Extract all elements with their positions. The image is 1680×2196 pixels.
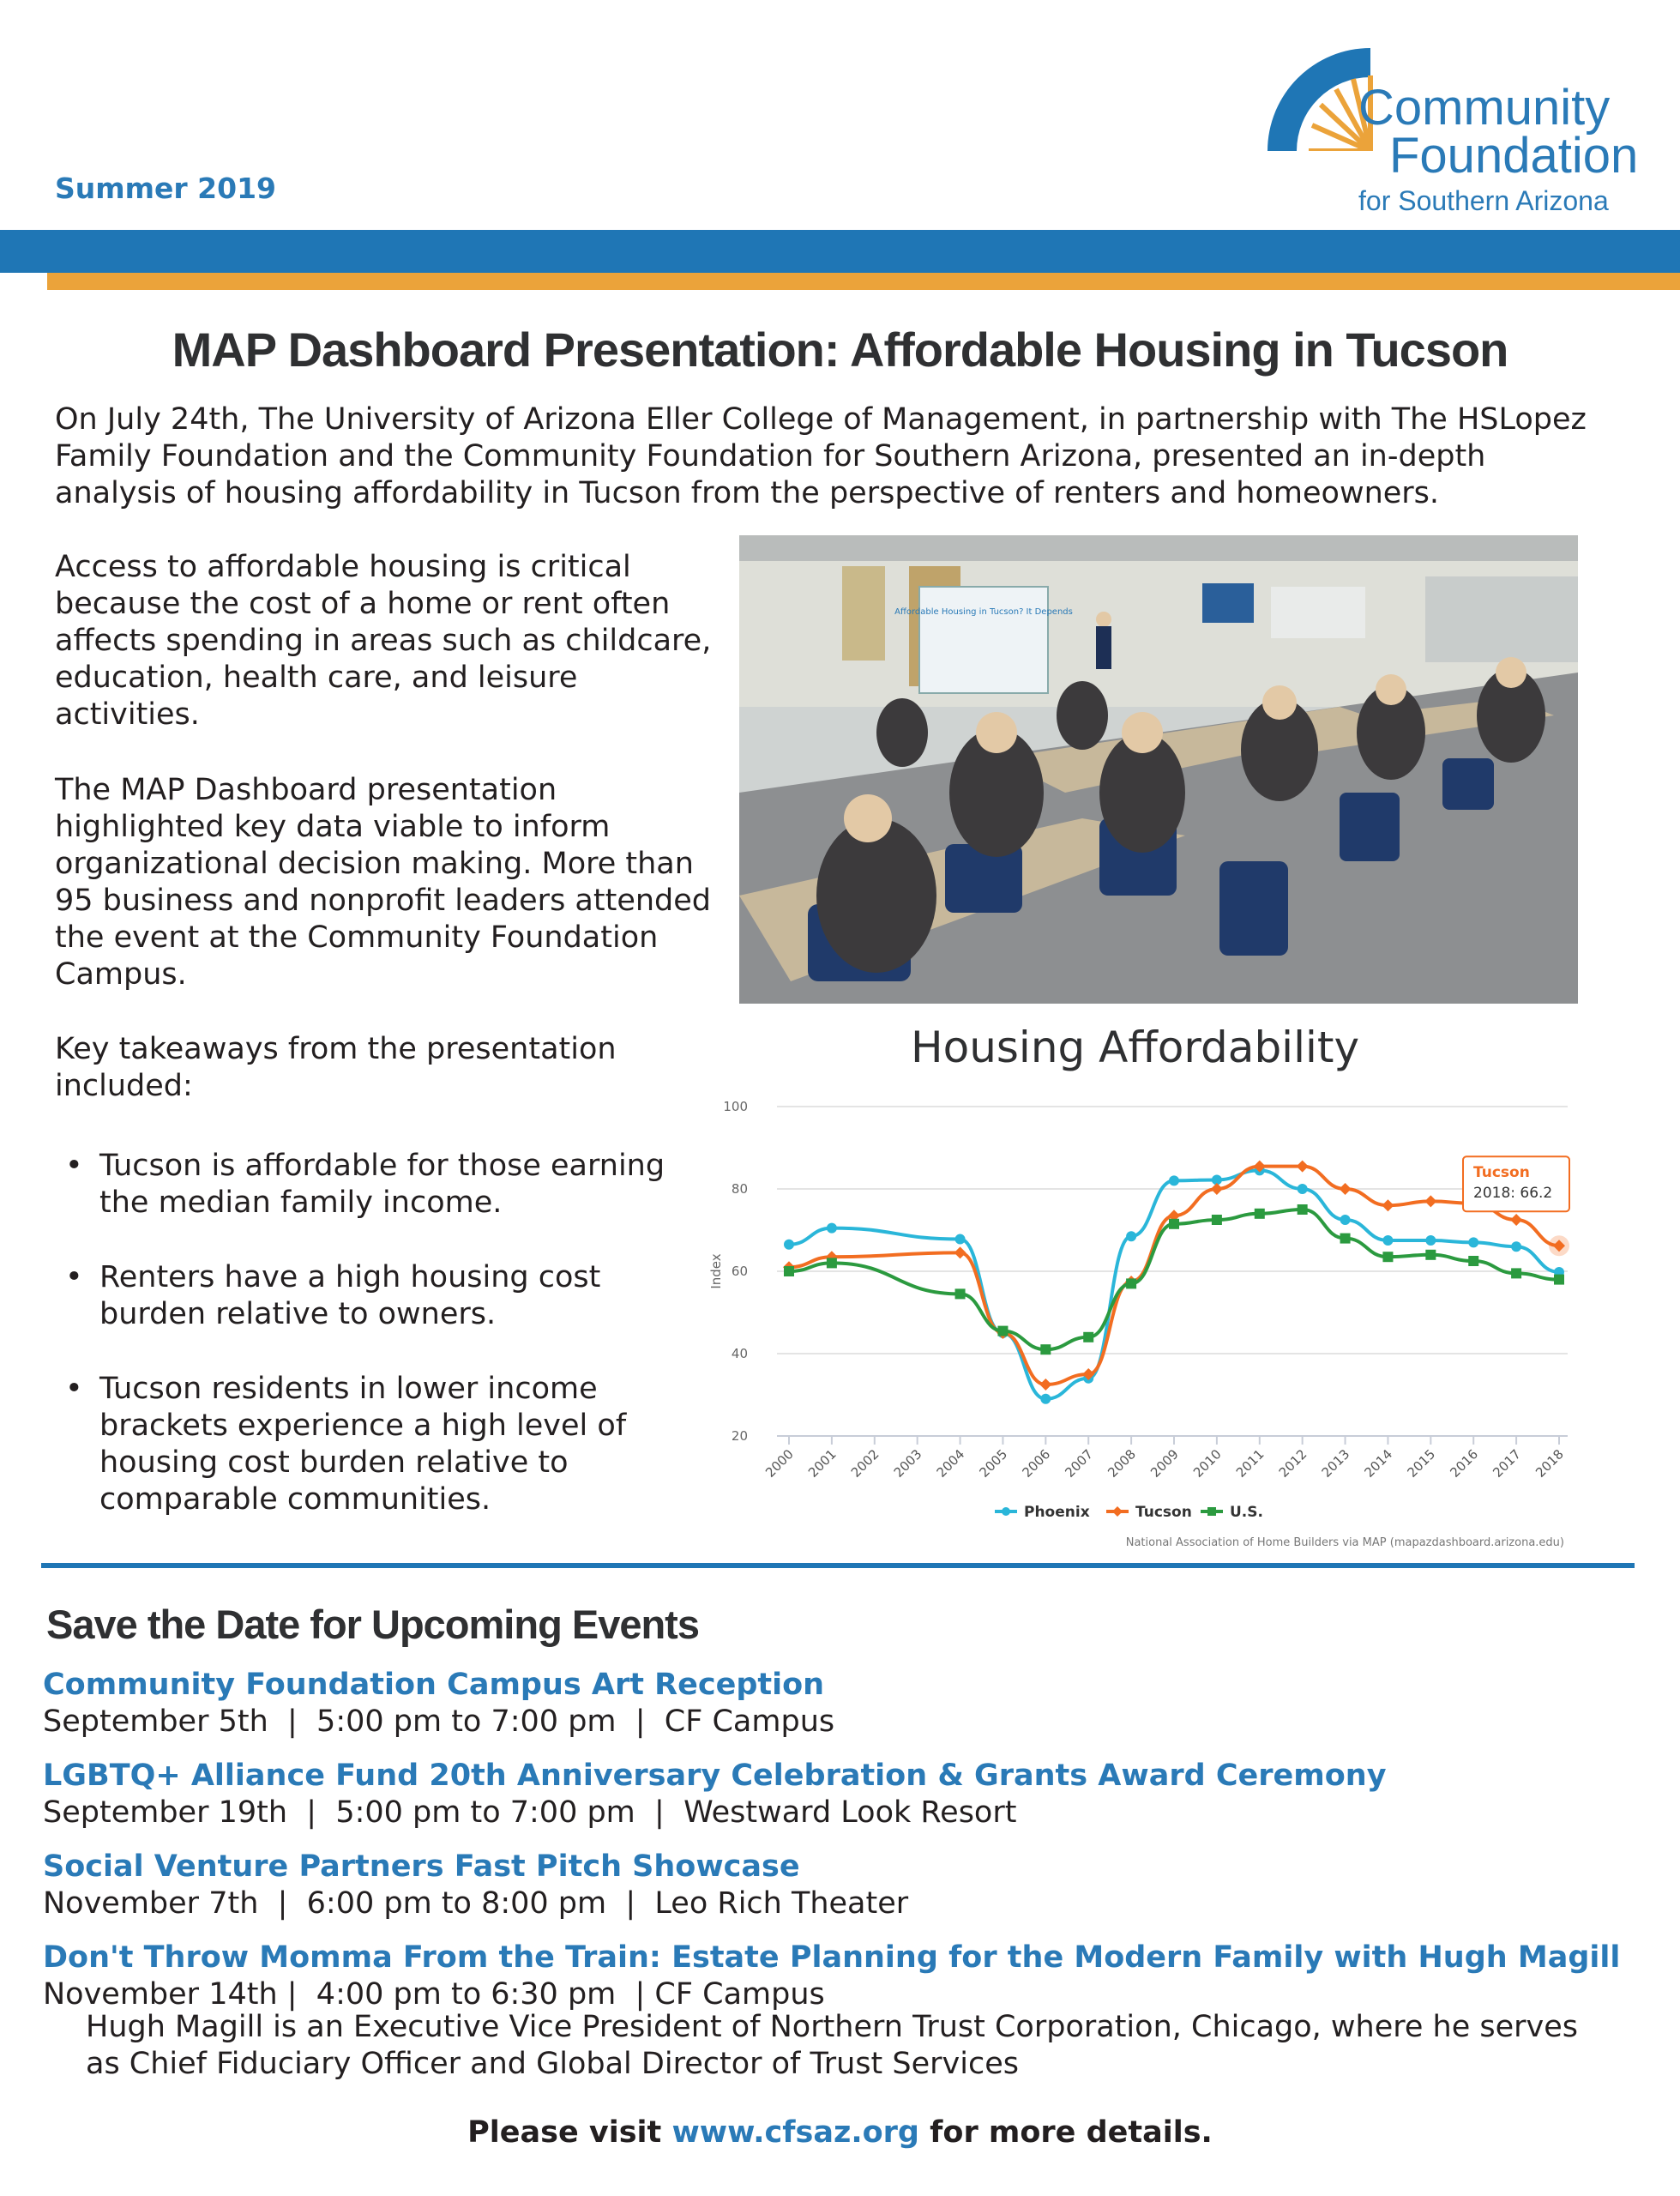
website-link[interactable]: www.cfsaz.org (671, 2115, 919, 2150)
data-point (1382, 1235, 1393, 1246)
event-title[interactable]: Social Venture Partners Fast Pitch Showcase (43, 1849, 800, 1884)
legend-marker (1002, 1507, 1010, 1516)
data-point (1040, 1344, 1051, 1354)
logo (1259, 22, 1662, 228)
event-details: September 5th | 5:00 pm to 7:00 pm | CF Campus (43, 1704, 835, 1739)
footer-text-after: for more details. (918, 2115, 1213, 2150)
data-point (1554, 1275, 1564, 1285)
data-point (827, 1223, 837, 1234)
header-bar-orange (47, 273, 1680, 290)
section-divider (41, 1563, 1635, 1568)
x-tick-label: 2005 (976, 1446, 1011, 1481)
series-line-phoenix (789, 1170, 1559, 1398)
x-tick-label: 2002 (847, 1446, 882, 1481)
x-tick-label: 2000 (762, 1446, 797, 1481)
data-point (1083, 1332, 1093, 1342)
x-tick-label: 2014 (1361, 1446, 1396, 1481)
y-tick-label: 80 (731, 1181, 748, 1197)
article-title: MAP Dashboard Presentation: Affordable Housing in Tucson (172, 323, 1508, 377)
data-point (1126, 1231, 1136, 1241)
list-item: • Tucson residents in lower income brackets experience a high level of housing cost burden relative to comparable communities. (55, 1371, 707, 1518)
tooltip-highlight (1549, 1235, 1569, 1256)
data-point (1425, 1235, 1436, 1246)
footer-text-before: Please visit (467, 2115, 672, 2150)
data-point (784, 1240, 794, 1250)
data-point (1297, 1161, 1309, 1173)
event-title[interactable]: Don't Throw Momma From the Train: Estate Planning for the Modern Family with Hugh Magill (43, 1940, 1621, 1975)
event-title[interactable]: LGBTQ+ Alliance Fund 20th Anniversary Celebration & Grants Award Ceremony (43, 1759, 1387, 1793)
data-point (1298, 1184, 1308, 1194)
x-tick-label: 2013 (1318, 1446, 1353, 1481)
x-tick-label: 2007 (1062, 1446, 1097, 1481)
event-title[interactable]: Community Foundation Campus Art Reception (43, 1668, 825, 1702)
series-line-tucson (789, 1167, 1559, 1385)
series-line-us (789, 1210, 1559, 1349)
x-tick-label: 2012 (1275, 1446, 1310, 1481)
data-point (1468, 1237, 1478, 1247)
data-point (997, 1326, 1008, 1336)
article-paragraph-3: Key takeaways from the presentation included: (55, 1032, 617, 1103)
events-heading: Save the Date for Upcoming Events (46, 1602, 699, 1647)
x-tick-label: 2001 (804, 1446, 840, 1481)
legend-marker (1112, 1506, 1123, 1517)
data-point (784, 1266, 794, 1276)
legend-label: U.S. (1230, 1504, 1263, 1521)
event-description: Hugh Magill is an Executive Vice President of Northern Trust Corporation, Chicago, where he serves as Chief Fiduciary Officer and Global Director of Trust Services (86, 2010, 1579, 2081)
x-tick-label: 2008 (1105, 1446, 1139, 1481)
y-tick-label: 40 (731, 1346, 748, 1361)
x-tick-label: 2017 (1490, 1446, 1524, 1481)
y-tick-label: 20 (731, 1428, 748, 1444)
event-details: September 19th | 5:00 pm to 7:00 pm | Westward Look Resort (43, 1795, 1017, 1830)
footer (0, 2115, 1680, 2150)
data-point (1510, 1214, 1522, 1226)
legend-marker (1207, 1507, 1216, 1516)
article-paragraph-1: Access to affordable housing is critical because the cost of a home or rent often affects spending in areas such as childcare, education, health care, and leisure activities. (55, 550, 712, 732)
data-point (1425, 1250, 1436, 1260)
data-point (954, 1246, 966, 1258)
data-point (1511, 1268, 1521, 1278)
data-point (1212, 1215, 1222, 1225)
chart-source: National Association of Home Builders via MAP (mapazdashboard.arizona.edu) (1125, 1536, 1564, 1549)
chart-canvas (686, 1089, 1578, 1553)
x-tick-label: 2006 (1019, 1446, 1054, 1481)
x-tick-label: 2018 (1532, 1446, 1567, 1481)
data-point (955, 1234, 966, 1245)
y-axis-label: Index (708, 1253, 724, 1289)
data-point (1511, 1241, 1521, 1252)
data-point (1468, 1256, 1478, 1266)
data-point (1039, 1379, 1051, 1391)
event-photo (739, 535, 1578, 1004)
x-tick-label: 2011 (1232, 1446, 1268, 1481)
logo-line-3: for Southern Arizona (1358, 185, 1609, 216)
issue-date: Summer 2019 (55, 172, 277, 205)
article-intro: On July 24th, The University of Arizona Eller College of Management, in partnership with The HSLopez Family Foundation and the Community Foundation for Southern Arizona, presented an in-depth analysis of housing affordability in Tucson from the perspective of renters and homeowners. (55, 402, 1587, 510)
logo-line-1: Community (1358, 80, 1611, 136)
article-paragraph-2: The MAP Dashboard presentation highlighted key data viable to inform organizational decision making. More than 95 business and nonprofit leaders attended the event at the Community Foundation Campus. (55, 773, 712, 992)
data-point (1255, 1209, 1265, 1219)
data-point (1211, 1183, 1223, 1195)
event-details: November 14th | 4:00 pm to 6:30 pm | CF Campus (43, 1977, 825, 2012)
chart-title: Housing Affordability (911, 1023, 1360, 1072)
data-point (1169, 1175, 1179, 1185)
y-tick-label: 100 (723, 1099, 748, 1114)
data-point (1382, 1252, 1393, 1262)
x-tick-label: 2004 (933, 1446, 968, 1481)
data-point (827, 1258, 837, 1268)
x-tick-label: 2009 (1147, 1446, 1182, 1481)
data-point (1340, 1234, 1351, 1244)
header-bar-blue (0, 230, 1680, 273)
y-tick-label: 60 (731, 1264, 748, 1279)
x-tick-label: 2010 (1189, 1446, 1225, 1481)
tooltip-series: Tucson (1473, 1164, 1530, 1182)
data-point (1298, 1204, 1308, 1215)
housing-affordability-chart (686, 1089, 1578, 1553)
data-point (1382, 1199, 1394, 1211)
list-item: • Tucson is affordable for those earning the median family income. (55, 1148, 707, 1222)
logo-line-2: Foundation (1389, 128, 1639, 184)
legend-label: Tucson (1135, 1504, 1192, 1521)
data-point (1040, 1394, 1051, 1404)
x-tick-label: 2015 (1404, 1446, 1439, 1481)
data-point (1340, 1215, 1351, 1225)
list-item: • Renters have a high housing cost burden relative to owners. (55, 1259, 707, 1333)
slide-title: Affordable Housing in Tucson? It Depends (894, 607, 1073, 617)
data-point (1424, 1195, 1436, 1207)
event-details: November 7th | 6:00 pm to 8:00 pm | Leo Rich Theater (43, 1886, 909, 1921)
data-point (1340, 1183, 1352, 1195)
legend-label: Phoenix (1024, 1504, 1090, 1521)
data-point (955, 1288, 966, 1299)
x-tick-label: 2003 (890, 1446, 925, 1481)
x-tick-label: 2016 (1447, 1446, 1482, 1481)
data-point (1169, 1219, 1179, 1229)
takeaways-list (55, 1148, 707, 1556)
tooltip-value: 2018: 66.2 (1473, 1185, 1553, 1203)
data-point (1126, 1278, 1136, 1288)
